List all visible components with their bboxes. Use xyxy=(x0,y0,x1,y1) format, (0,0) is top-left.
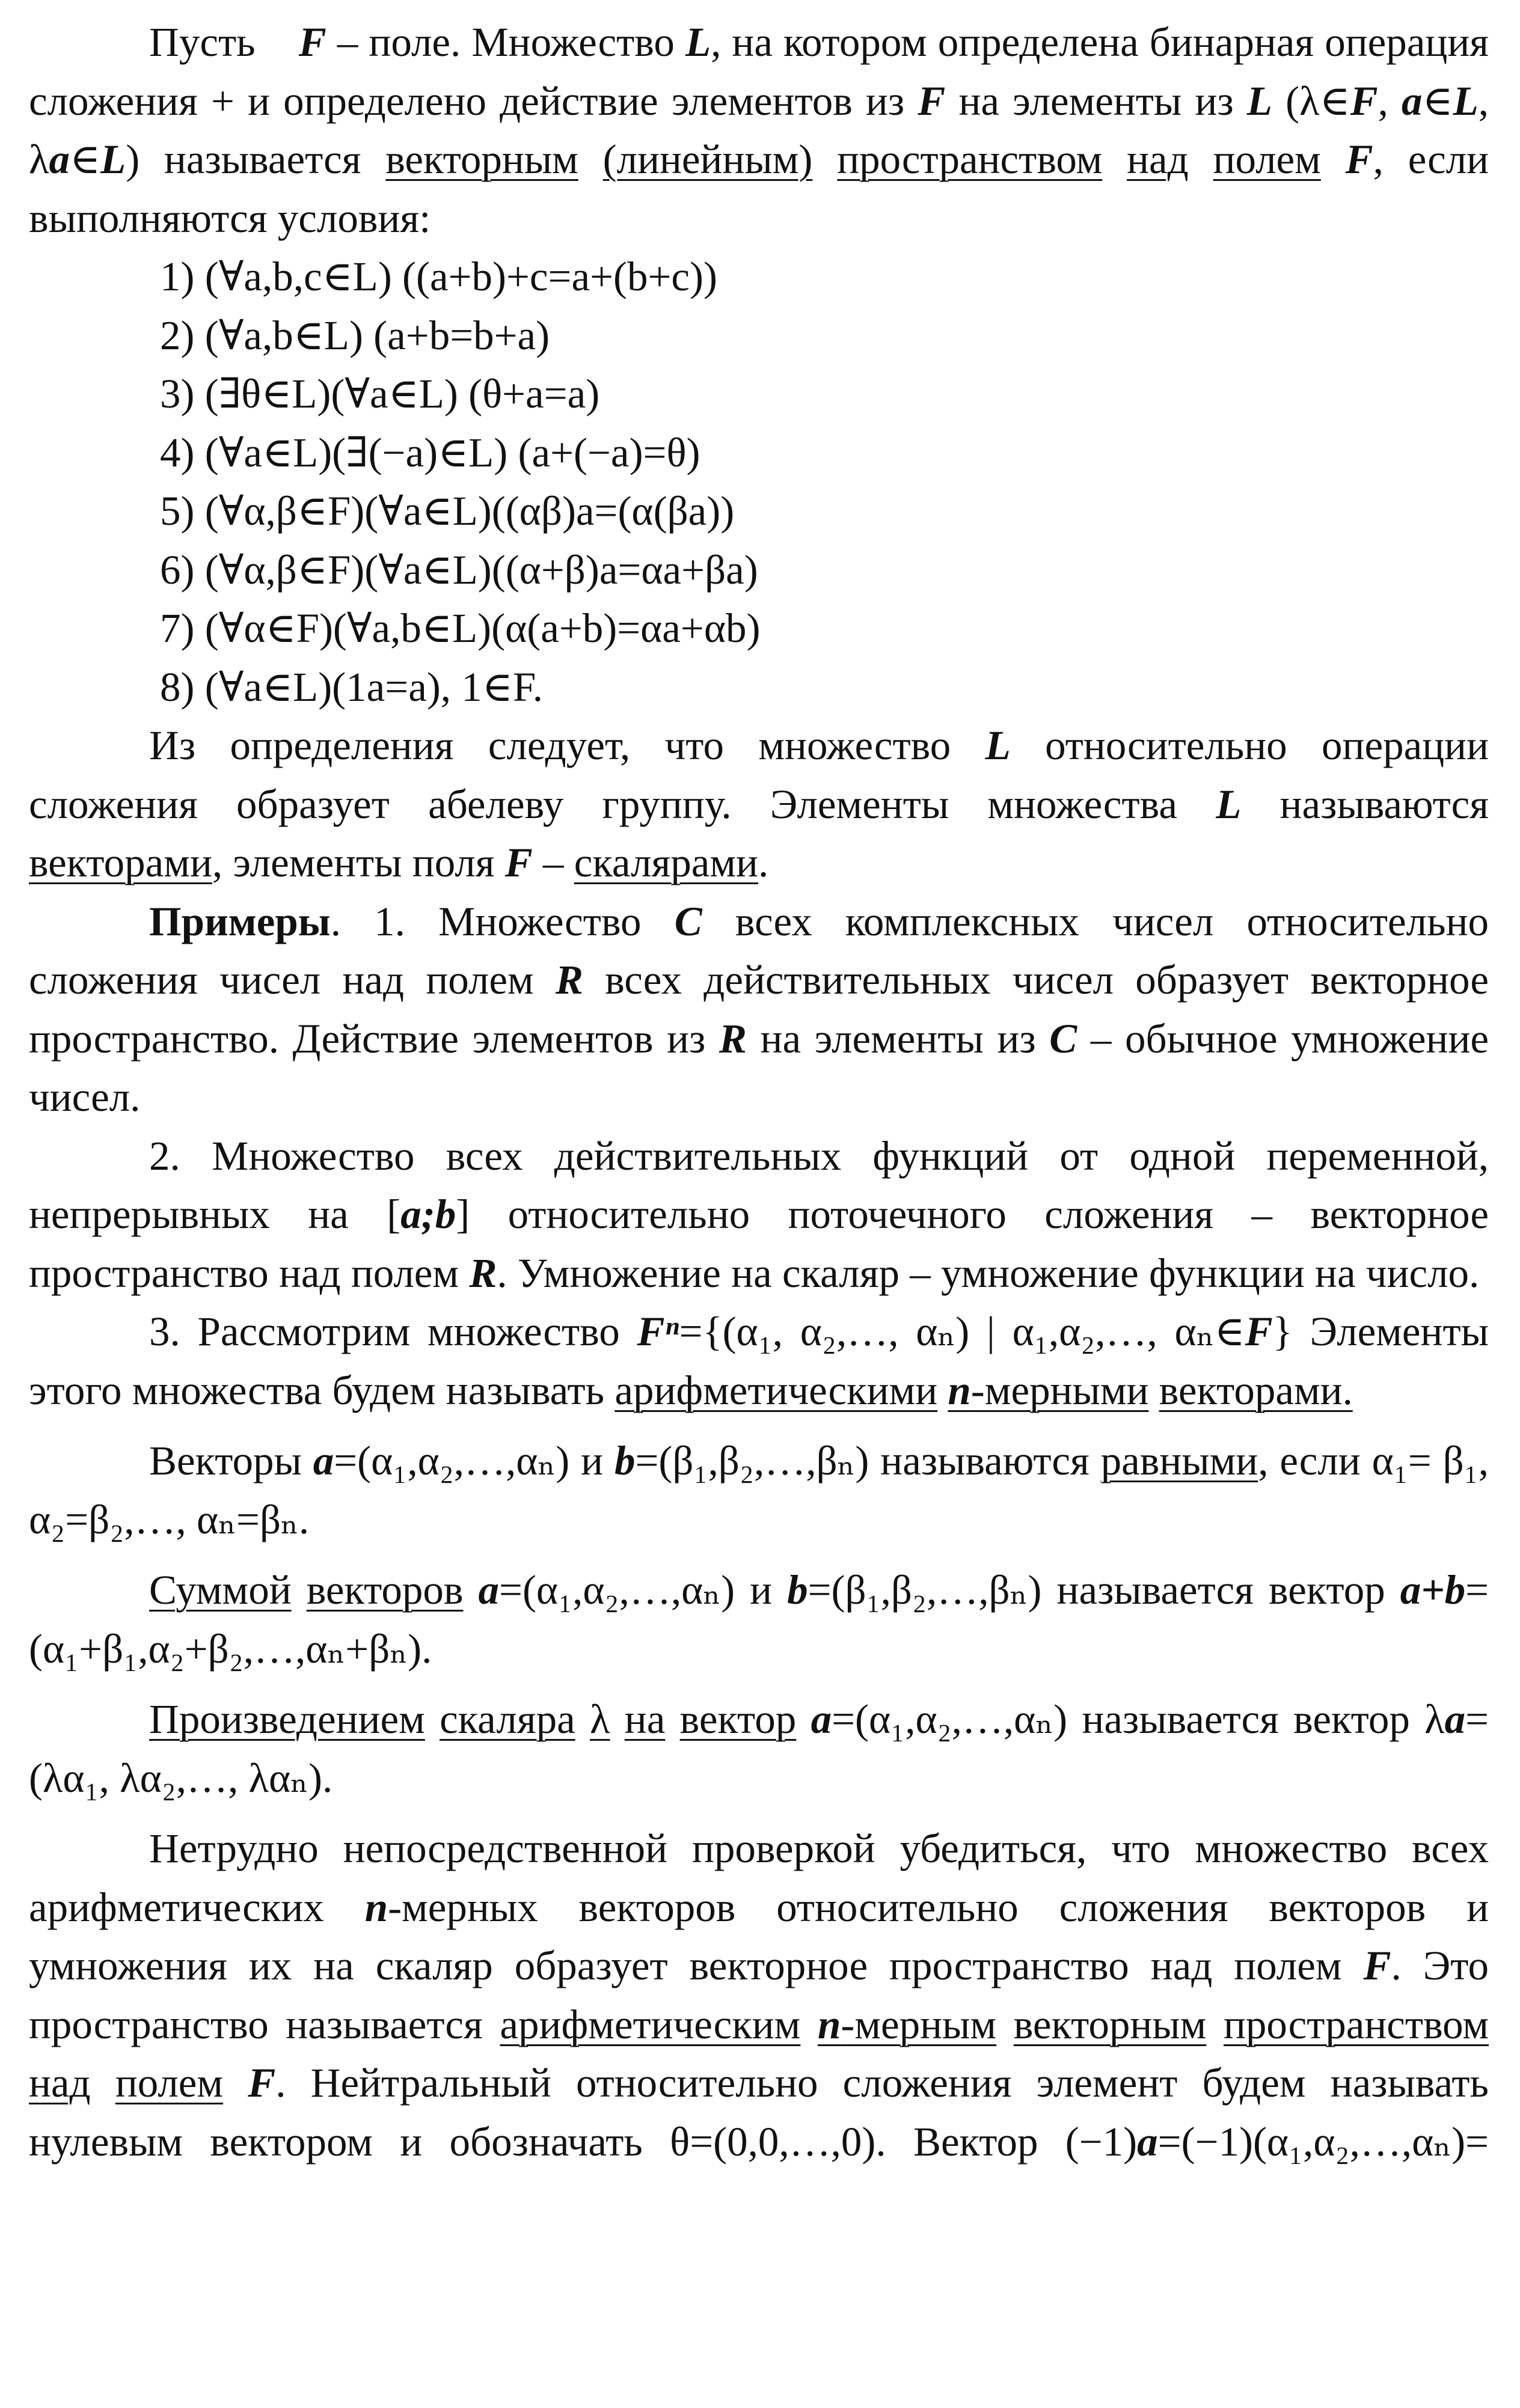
examples-heading: Примеры xyxy=(149,898,331,944)
paragraph-example-2: 2. Множество всех действительных функций от одной переменной, непрерывных на [a;b] относительно поточечного сложения – векторное пространство над полем R. Умножение на скаляр – умножение функции на число. xyxy=(29,1132,1489,1296)
term-product: Произведением xyxy=(149,1696,425,1742)
paragraph-definition: Пусть F – поле. Множество L, на котором определена бинарная операция сложения + и определено действие элементов из F на элементы из L (λ∈F, a∈L, λa∈L) называется векторным (линейным) пространством над полем F, если выполняются условия: xyxy=(29,19,1489,241)
term-arithmetic: арифметическими xyxy=(614,1367,938,1413)
paragraph-equal-vectors: Векторы a=(α₁,α₂,…,αₙ) и b=(β₁,β₂,…,βₙ) называются равными, если α₁= β₁, α₂=β₂,…, αₙ=βₙ. xyxy=(29,1438,1489,1542)
term-linear: (линейным) xyxy=(602,136,813,182)
axiom-3: 3) (∃θ∈L)(∀a∈L) (θ+a=a) xyxy=(160,371,600,417)
term-sum: Суммой xyxy=(149,1567,292,1613)
axiom-5: 5) (∀α,β∈F)(∀a∈L)((αβ)a=(α(βa)) xyxy=(160,488,735,534)
paragraph-example-3: 3. Рассмотрим множество Fⁿ={(α₁, α₂,…, αₙ) | α₁,α₂,…, αₙ∈F} Элементы этого множества будем называть арифметическими n-мерными векторами. xyxy=(29,1309,1489,1413)
axiom-1: 1) (∀a,b,c∈L) ((a+b)+c=a+(b+c)) xyxy=(160,254,717,299)
axiom-2: 2) (∀a,b∈L) (a+b=b+a) xyxy=(160,312,550,358)
term-vector: векторным xyxy=(385,136,578,182)
term-scalars: скалярами xyxy=(574,840,758,885)
term-vectors: векторами xyxy=(29,840,212,885)
axiom-8: 8) (∀a∈L)(1a=a), 1∈F. xyxy=(160,664,543,710)
paragraph-vector-sum: Суммой векторов a=(α₁,α₂,…,αₙ) и b=(β₁,β₂,…,βₙ) называется вектор a+b=(α₁+β₁,α₂+β₂,…,αₙ+βₙ). xyxy=(29,1567,1489,1672)
axiom-6: 6) (∀α,β∈F)(∀a∈L)((α+β)a=αa+βa) xyxy=(160,546,758,593)
paragraph-scalar-product: Произведением скаляра λ на вектор a=(α₁,α₂,…,αₙ) называется вектор λa=(λα₁, λα₂,…, λαₙ). xyxy=(29,1696,1489,1801)
axiom-7: 7) (∀α∈F)(∀a,b∈L)(α(a+b)=αa+αb) xyxy=(160,605,761,651)
paragraph-abelian: Из определения следует, что множество L относительно операции сложения образует абелеву группу. Элементы множества L называются векторами, элементы поля F – скалярами. xyxy=(29,723,1489,885)
axiom-list xyxy=(29,248,1489,717)
axiom-4: 4) (∀a∈L)(∃(−a)∈L) (a+(−a)=θ) xyxy=(160,429,700,475)
term-arithmetic-space: арифметическим xyxy=(500,2001,801,2047)
paragraph-example-1: Примеры. 1. Множество C всех комплексных чисел относительно сложения чисел над полем R всех действительных чисел образует векторное пространство. Действие элементов из R на элементы из C – обычное умножение чисел. xyxy=(29,898,1489,1120)
term-space: пространством xyxy=(837,136,1103,182)
term-equal: равными xyxy=(1100,1438,1258,1484)
paragraph-arithmetic-space: Нетрудно непосредственной проверкой убедиться, что множество всех арифметических n-мерных векторов относительно сложения векторов и умножения их на скаляр образует векторное пространство над полем F. Это пространство называется арифметическим n-мерным векторным пространством над полем F. Нейтральный относительно сложения элемент будем называть нулевым вектором и обозначать θ=(0,0,…,0). Вектор (−1)a=(−1)(α₁,α₂,…,αₙ)= xyxy=(29,1826,1489,2165)
